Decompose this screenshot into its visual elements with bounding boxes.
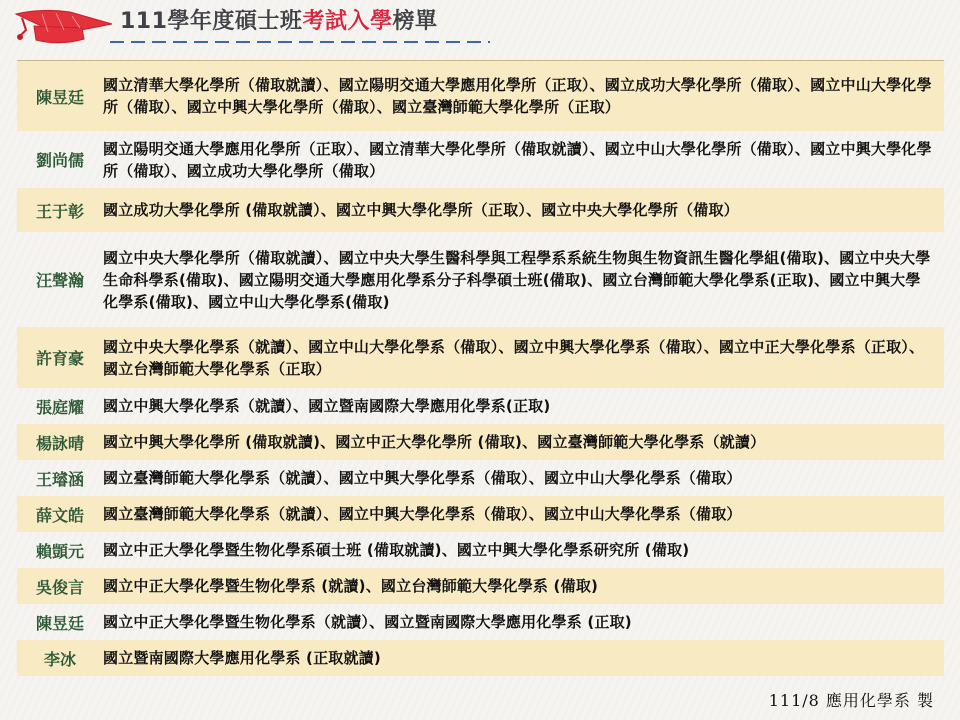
student-name: 陳昱廷 (35, 613, 84, 633)
table-row (17, 604, 944, 640)
student-name: 張庭耀 (35, 397, 84, 417)
graduation-cap-icon (12, 6, 114, 50)
admission-results: 國立中央大學化學所（備取就讀）、國立中央大學生醫科學與工程學系系統生物與生物資訊生醫化學組(備取)、國立中央大學生命科學系(備取)、國立陽明交通大學應用化學系分子科學碩士班(備取)、國立台灣師範大學化學系(正取)、國立中興大學化學系(備取)、國立中山大學化學系(備取) (103, 248, 931, 311)
title-prefix: 111學年度碩士班 (120, 9, 303, 34)
table-row (17, 388, 944, 424)
page-header (0, 0, 960, 55)
student-name: 李冰 (43, 649, 76, 669)
table-row (17, 496, 944, 532)
student-name: 劉尚儒 (35, 151, 84, 170)
student-name: 王璿涵 (35, 469, 84, 489)
student-name: 賴顗元 (35, 541, 84, 561)
admission-results: 國立臺灣師範大學化學系（就讀）、國立中興大學化學系（備取）、國立中山大學化學系（備取） (103, 505, 742, 523)
table-row (17, 460, 944, 496)
table-row (17, 131, 944, 188)
table-row (17, 640, 944, 676)
admission-results: 國立中正大學化學暨生物化學系（就讀）、國立暨南國際大學應用化學系 (正取) (103, 613, 632, 631)
table-row (17, 188, 944, 232)
admission-results: 國立暨南國際大學應用化學系 (正取就讀) (103, 649, 381, 667)
table-row (17, 424, 944, 460)
table-row (17, 532, 944, 568)
admission-results: 國立清華大學化學所（備取就讀）、國立陽明交通大學應用化學所（正取）、國立成功大學化學所（備取）、國立中山大學化學所（備取）、國立中興大學化學所（備取）、國立臺灣師範大學化學所（正取） (103, 76, 932, 116)
student-name: 楊詠晴 (35, 433, 84, 453)
student-name: 汪聲瀚 (35, 271, 84, 290)
title-underline (110, 39, 490, 45)
results-table (17, 60, 944, 676)
table-row (17, 61, 944, 131)
admission-results: 國立成功大學化學所 (備取就讀）、國立中興大學化學所（正取）、國立中央大學化學所（備取） (103, 201, 739, 219)
admission-results: 國立中興大學化學系（就讀）、國立暨南國際大學應用化學系(正取) (103, 397, 551, 415)
table-row (17, 232, 944, 327)
admission-results: 國立中正大學化學暨生物化學系 (就讀)、國立台灣師範大學化學系 (備取) (103, 577, 599, 595)
admission-results: 國立中興大學化學所 (備取就讀)、國立中正大學化學所 (備取)、國立臺灣師範大學化學系（就讀） (103, 433, 766, 451)
footer-credit: 111/8 應用化學系 製 (768, 691, 934, 710)
student-name: 王于彰 (35, 201, 84, 221)
admission-results: 國立中正大學化學暨生物化學系碩士班 (備取就讀)、國立中興大學化學系研究所 (備取) (103, 541, 690, 559)
admission-results: 國立臺灣師範大學化學系（就讀）、國立中興大學化學系（備取）、國立中山大學化學系（備取） (103, 469, 742, 487)
student-name: 薛文皓 (35, 505, 84, 525)
title-suffix: 榜單 (392, 9, 438, 34)
page-title (120, 7, 437, 37)
student-name: 陳昱廷 (35, 87, 84, 107)
admission-results: 國立陽明交通大學應用化學所（正取）、國立清華大學化學所（備取就讀）、國立中山大學化學所（備取）、國立中興大學化學所（備取）、國立成功大學化學所（備取） (103, 139, 932, 180)
admission-results: 國立中央大學化學系（就讀）、國立中山大學化學系（備取）、國立中興大學化學系（備取）、國立中正大學化學系（正取）、國立台灣師範大學化學系（正取） (103, 337, 925, 378)
table-row (17, 327, 944, 388)
table-row (17, 568, 944, 604)
student-name: 許育豪 (35, 349, 84, 368)
title-highlight: 考試入學 (302, 9, 393, 34)
student-name: 吳俊言 (35, 577, 84, 597)
